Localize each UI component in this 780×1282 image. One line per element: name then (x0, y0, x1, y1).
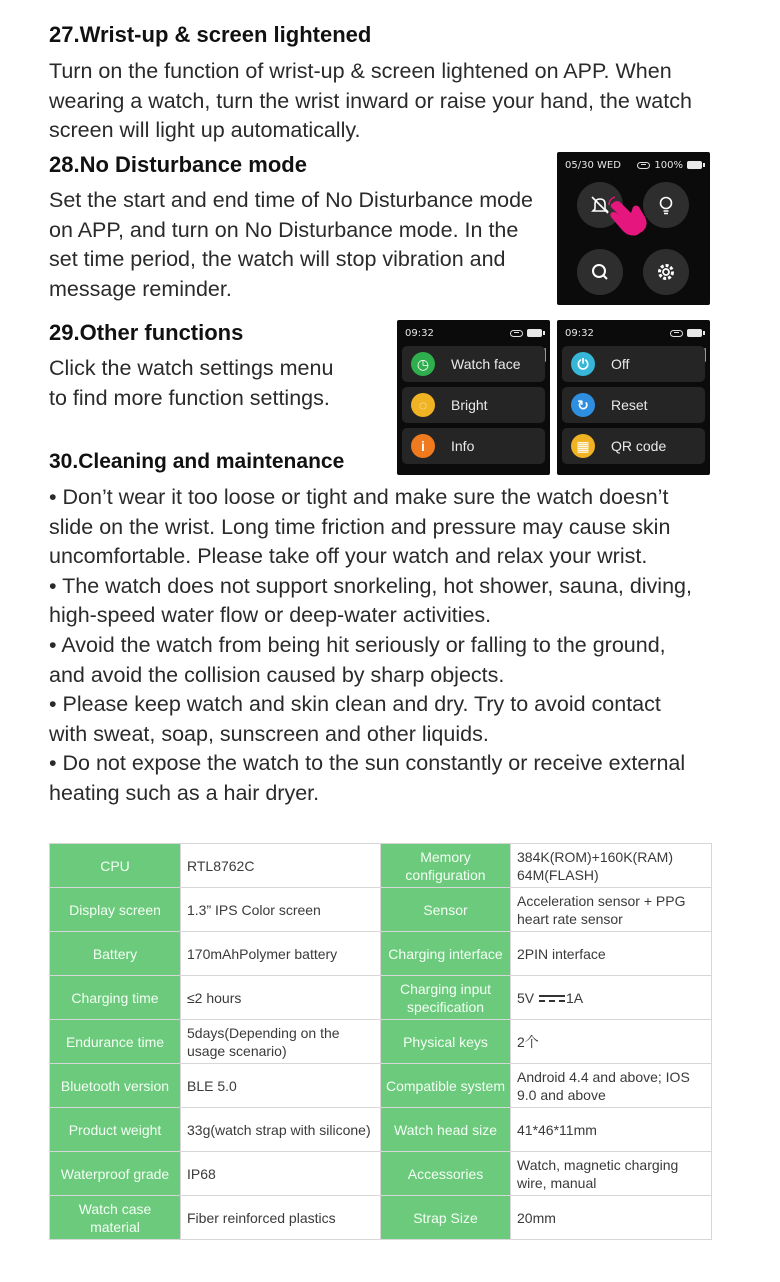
battery-icon (687, 161, 702, 169)
spec-label: Watch case material (50, 1196, 181, 1240)
spec-label: CPU (50, 844, 181, 888)
spec-label: Strap Size (381, 1196, 511, 1240)
spec-label: Accessories (381, 1152, 511, 1196)
menu-item-label: QR code (611, 438, 667, 454)
menu-item-label: Off (611, 356, 630, 372)
watch-time: 09:32 (405, 327, 434, 339)
link-icon (510, 330, 523, 337)
dc-symbol-icon (539, 994, 565, 1003)
spec-value: 2个 (511, 1020, 712, 1064)
text-line: on APP, and turn on No Disturbance mode. In the (49, 217, 519, 242)
text-line: with sweat, soap, sunscreen and other liquids. (49, 721, 489, 746)
spec-value: 170mAhPolymer battery (181, 932, 381, 976)
spec-row (50, 888, 712, 932)
reset-icon: ↻ (571, 393, 595, 417)
menu-item-reset[interactable] (562, 387, 705, 423)
spec-value: 5days(Depending on the usage scenario) (181, 1020, 381, 1064)
spec-label: Sensor (381, 888, 511, 932)
text-line: high-speed water flow or deep-water activities. (49, 603, 492, 628)
spec-row (50, 1152, 712, 1196)
text-line: uncomfortable. Please take off your watch and relax your wrist. (49, 544, 648, 569)
bulb-icon: ◌ (411, 393, 435, 417)
spec-row (50, 1064, 712, 1108)
link-icon (670, 330, 683, 337)
text-line: Set the start and end time of No Disturbance mode (49, 188, 534, 212)
watch-status-bar (565, 326, 702, 340)
spec-value: 33g(watch strap with silicone) (181, 1108, 381, 1152)
section-27-text (49, 57, 739, 146)
spec-row (50, 1108, 712, 1152)
spec-label: Battery (50, 932, 181, 976)
menu-item-label: Reset (611, 397, 648, 413)
spec-table (49, 843, 712, 1240)
watch-screen-menu-1 (397, 320, 550, 475)
menu-item-qr-code[interactable] (562, 428, 705, 464)
text-line: set time period, the watch will stop vibration and (49, 247, 506, 271)
text-line: • The watch does not support snorkeling, hot shower, sauna, diving, (49, 573, 692, 598)
spec-label: Waterproof grade (50, 1152, 181, 1196)
text-line: slide on the wrist. Long time friction and pressure may cause skin (49, 514, 671, 539)
spec-value: Fiber reinforced plastics (181, 1196, 381, 1240)
spec-value: RTL8762C (181, 844, 381, 888)
spec-label: Memory configuration (381, 844, 511, 888)
text-line: screen will light up automatically. (49, 118, 361, 142)
menu-item-bright[interactable] (402, 387, 545, 423)
watch-screen-dnd (557, 152, 710, 305)
spec-label: Charging time (50, 976, 181, 1020)
gear-icon[interactable] (643, 249, 689, 295)
maintenance-bullets (49, 483, 749, 809)
bullet-item (49, 631, 749, 690)
bullet-item (49, 749, 749, 808)
text-line: heating such as a hair dryer. (49, 780, 320, 805)
spec-label: Physical keys (381, 1020, 511, 1064)
spec-label: Product weight (50, 1108, 181, 1152)
spec-row (50, 932, 712, 976)
spec-value: BLE 5.0 (181, 1064, 381, 1108)
spec-value: ≤2 hours (181, 976, 381, 1020)
text-line: message reminder. (49, 276, 232, 301)
spec-value: Acceleration sensor + PPG heart rate sensor (511, 888, 712, 932)
spec-row (50, 1196, 712, 1240)
spec-label: Charging interface (381, 932, 511, 976)
menu-item-info[interactable] (402, 428, 545, 464)
text-line: wearing a watch, turn the wrist inward or raise your hand, the watch (49, 88, 692, 113)
spec-value: Watch, magnetic charging wire, manual (511, 1152, 712, 1196)
spec-label: Bluetooth version (50, 1064, 181, 1108)
power-icon: ⏻ (571, 352, 595, 376)
spec-row (50, 844, 712, 888)
spec-row (50, 976, 712, 1020)
text-line: Turn on the function of wrist-up & screen lightened on APP. When (49, 59, 672, 83)
spec-label: Display screen (50, 888, 181, 932)
watch-status-bar (405, 326, 542, 340)
section-29-title: 29.Other functions (49, 320, 244, 345)
menu-item-label: Info (451, 438, 475, 454)
spec-label: Endurance time (50, 1020, 181, 1064)
bullet-item (49, 483, 749, 572)
section-27-title: 27.Wrist-up & screen lightened (49, 22, 372, 47)
menu-item-off[interactable] (562, 346, 705, 382)
hand-pointer-icon (607, 195, 655, 239)
link-icon (637, 162, 650, 169)
spec-label: Watch head size (381, 1108, 511, 1152)
watch-face-icon: ◷ (411, 352, 435, 376)
text-line: • Please keep watch and skin clean and dry. Try to avoid contact (49, 692, 661, 717)
spec-value: 5V 1A (511, 976, 712, 1020)
battery-percent: 100% (654, 159, 683, 171)
spec-value: 41*46*11mm (511, 1108, 712, 1152)
section-28-title: 28.No Disturbance mode (49, 152, 307, 177)
spec-value: 2PIN interface (511, 932, 712, 976)
info-icon: i (411, 434, 435, 458)
spec-value: Android 4.4 and above; IOS 9.0 and above (511, 1064, 712, 1108)
watch-date: 05/30 WED (565, 159, 621, 171)
spec-label: Compatible system (381, 1064, 511, 1108)
spec-value: 20mm (511, 1196, 712, 1240)
qr-code-icon: ▦ (571, 434, 595, 458)
section-29-text (49, 354, 379, 413)
section-28-text (49, 186, 549, 304)
spec-row (50, 1020, 712, 1064)
text-line: • Avoid the watch from being hit seriously or falling to the ground, (49, 632, 666, 657)
section-30-title: 30.Cleaning and maintenance (49, 450, 345, 473)
bullet-item (49, 572, 749, 631)
bullet-item (49, 690, 749, 749)
spec-value: 1.3” IPS Color screen (181, 888, 381, 932)
spec-label: Charging input specification (381, 976, 511, 1020)
text-line: • Do not expose the watch to the sun constantly or receive external (49, 751, 686, 776)
watch-time: 09:32 (565, 327, 594, 339)
text-line: to find more function settings. (49, 385, 330, 410)
battery-icon (687, 329, 702, 337)
spec-value: 384K(ROM)+160K(RAM) 64M(FLASH) (511, 844, 712, 888)
search-icon[interactable] (577, 249, 623, 295)
menu-item-label: Bright (451, 397, 488, 413)
text-line: and avoid the collision caused by sharp objects. (49, 662, 505, 687)
menu-item-label: Watch face (451, 356, 521, 372)
text-line: • Don’t wear it too loose or tight and make sure the watch doesn’t (49, 485, 669, 509)
watch-status-bar (565, 158, 702, 172)
battery-icon (527, 329, 542, 337)
text-line: Click the watch settings menu (49, 356, 334, 380)
watch-screen-menu-2 (557, 320, 710, 475)
spec-value: IP68 (181, 1152, 381, 1196)
menu-item-watch-face[interactable] (402, 346, 545, 382)
